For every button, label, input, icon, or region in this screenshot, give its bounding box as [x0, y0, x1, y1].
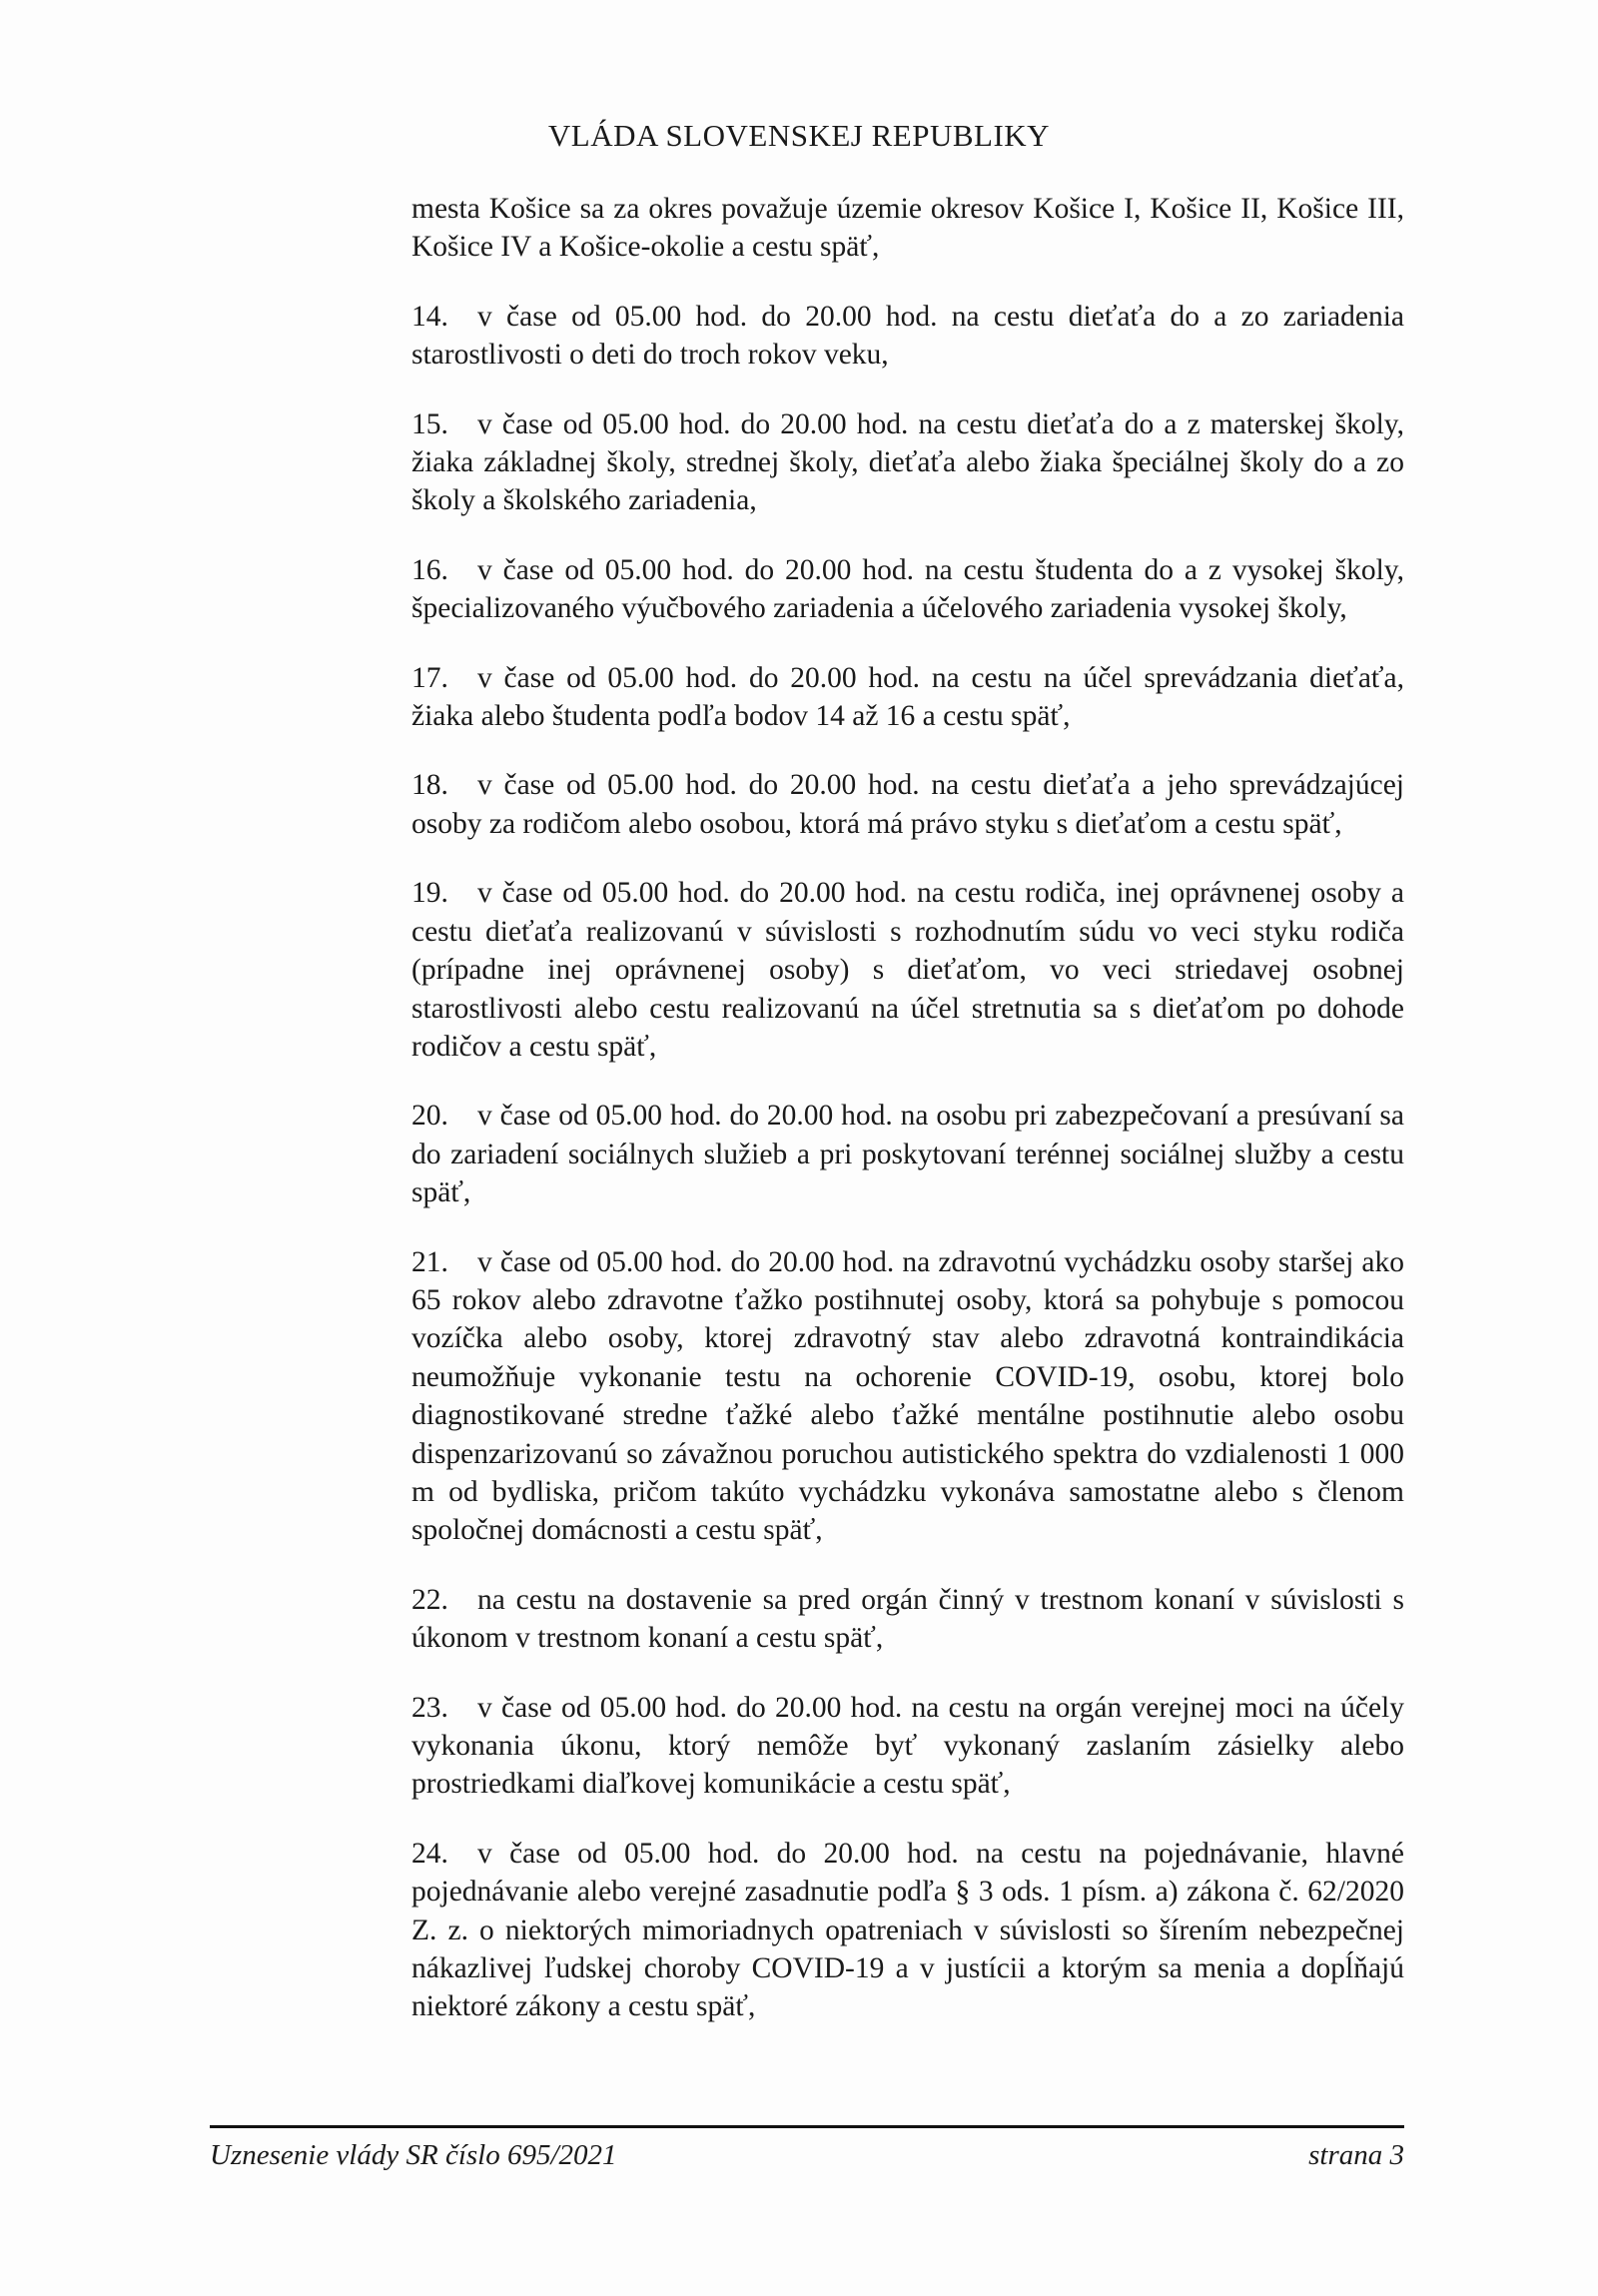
item-number: 16. — [411, 553, 448, 586]
item-number: 20. — [411, 1100, 448, 1133]
list-item — [411, 874, 1404, 1066]
footer-divider — [210, 2125, 1404, 2128]
item-text: v čase od 05.00 hod. do 20.00 hod. na cestu rodiča, inej oprávnenej osoby a cestu dieťaťa realizovanú v súvislosti s rozhodnutím súdu vo veci styku rodiča (prípadne inej oprávnenej osoby) s dieťaťom, vo veci striedavej osobnej starostlivosti alebo cestu realizovanú na účel stretnutia sa s dieťaťom po dohode rodičov a cestu späť, — [411, 877, 1404, 1063]
list-item — [411, 1243, 1404, 1550]
item-text: v čase od 05.00 hod. do 20.00 hod. na cestu dieťaťa a jeho sprevádzajúcej osoby za rodičom alebo osobou, ktorá má právo styku s dieťaťom a cestu späť, — [411, 769, 1404, 840]
list-item — [411, 1689, 1404, 1804]
document-body — [411, 190, 1404, 2057]
list-item — [411, 405, 1404, 520]
list-item — [411, 766, 1404, 843]
item-text: v čase od 05.00 hod. do 20.00 hod. na cestu študenta do a z vysokej školy, špecializovaného výučbového zariadenia a účelového zariadenia vysokej školy, — [411, 553, 1404, 625]
item-number: 24. — [411, 1837, 448, 1870]
item-text: v čase od 05.00 hod. do 20.00 hod. na cestu na účel sprevádzania dieťaťa, žiaka alebo študenta podľa bodov 14 až 16 a cestu späť, — [411, 661, 1404, 733]
item-text: v čase od 05.00 hod. do 20.00 hod. na cestu na pojednávanie, hlavné pojednávanie alebo verejné zasadnutie podľa § 3 ods. 1 písm. a) zákona č. 62/2020 Z. z. o niektorých mimoriadnych opatreniach v súvislosti so šírením nebezpečnej nákazlivej ľudskej choroby COVID-19 a v justícii a ktorým sa menia a dopĺňajú niektoré zákony a cestu späť, — [411, 1837, 1404, 2023]
item-text: v čase od 05.00 hod. do 20.00 hod. na zdravotnú vychádzku osoby staršej ako 65 rokov alebo zdravotne ťažko postihnutej osoby, ktorá sa pohybuje s pomocou vozíčka alebo osoby, ktorej zdravotný stav alebo zdravotná kontraindikácia neumožňuje vykonanie testu na ochorenie COVID-19, osobu, ktorej bolo diagnostikované stredne ťažké alebo ťažké mentálne postihnutie alebo osobu dispenzarizovanú so závažnou poruchou autistického spektra do vzdialenosti 1 000 m od bydliska, pričom takúto vychádzku vykonáva samostatne alebo s členom spoločnej domácnosti a cestu späť, — [411, 1245, 1404, 1547]
item-text: v čase od 05.00 hod. do 20.00 hod. na cestu na orgán verejnej moci na účely vykonania úkonu, ktorý nemôže byť vykonaný zaslaním zásielky alebo prostriedkami diaľkovej komunikácie a cestu späť, — [411, 1691, 1404, 1801]
item-number: 15. — [411, 407, 448, 440]
list-item — [411, 1097, 1404, 1211]
page-header-title: VLÁDA SLOVENSKEJ REPUBLIKY — [547, 118, 1051, 153]
list-item — [411, 551, 1404, 628]
list-item — [411, 1581, 1404, 1658]
item-number: 23. — [411, 1691, 448, 1724]
item-number: 18. — [411, 769, 448, 802]
item-text: v čase od 05.00 hod. do 20.00 hod. na cestu dieťaťa do a z materskej školy, žiaka základnej školy, strednej školy, dieťaťa alebo žiaka špeciálnej školy do a zo školy a školského zariadenia, — [411, 407, 1404, 517]
item-number: 19. — [411, 877, 448, 910]
list-item — [411, 659, 1404, 736]
item-text: v čase od 05.00 hod. do 20.00 hod. na cestu dieťaťa do a zo zariadenia starostlivosti o deti do troch rokov veku, — [411, 300, 1404, 372]
item-text: na cestu na dostavenie sa pred orgán činný v trestnom konaní v súvislosti s úkonom v trestnom konaní a cestu späť, — [411, 1583, 1404, 1655]
item-number: 14. — [411, 300, 448, 333]
footer-resolution-reference: Uznesenie vlády SR číslo 695/2021 — [210, 2139, 617, 2171]
item-number: 21. — [411, 1245, 448, 1278]
list-item — [411, 1835, 1404, 2026]
footer-page-number: strana 3 — [1308, 2139, 1404, 2171]
intro-paragraph: mesta Košice sa za okres považuje územie okresov Košice I, Košice II, Košice III, Košice IV a Košice-okolie a cestu späť, — [411, 193, 1404, 264]
item-number: 22. — [411, 1583, 448, 1616]
list-item — [411, 298, 1404, 375]
item-text: v čase od 05.00 hod. do 20.00 hod. na osobu pri zabezpečovaní a presúvaní sa do zariadení sociálnych služieb a pri poskytovaní terénnej sociálnej služby a cestu späť, — [411, 1100, 1404, 1209]
item-number: 17. — [411, 661, 448, 694]
